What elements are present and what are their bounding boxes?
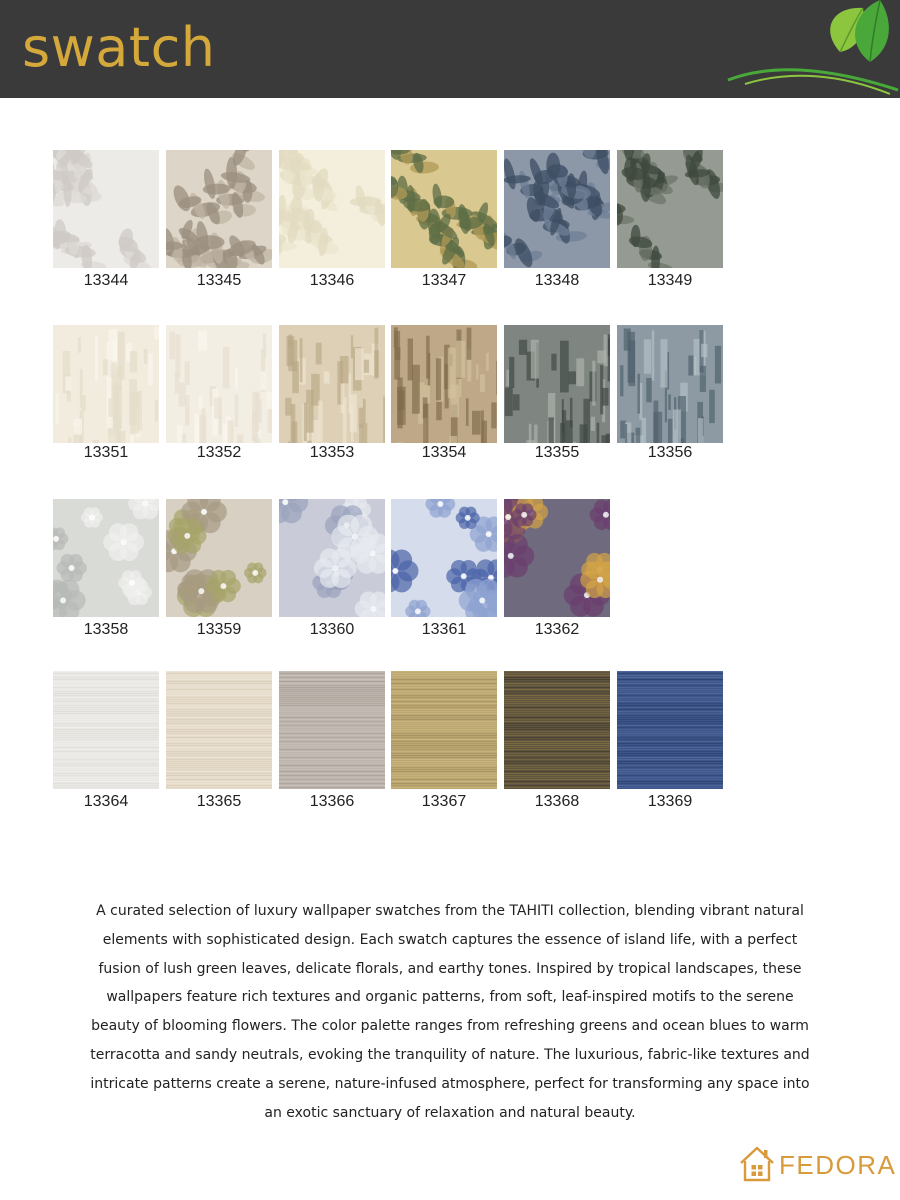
swatch-code-label: 13346 [309,272,355,289]
swatch-tile-13349[interactable] [617,150,723,268]
swatch-code-label: 13360 [309,621,355,638]
swatch-tile-13351[interactable] [53,325,159,443]
swatch-code-label: 13368 [534,793,580,810]
swatch-code-label: 13362 [534,621,580,638]
swatch-code-label: 13345 [196,272,242,289]
swatch-code-label: 13354 [421,444,467,461]
swatch-tile-13348[interactable] [504,150,610,268]
swatch-code-label: 13347 [421,272,467,289]
house-icon [738,1144,776,1184]
swatch-tile-13367[interactable] [391,671,497,789]
swatch-code-label: 13369 [647,793,693,810]
swatch-tile-13360[interactable] [279,499,385,617]
swatch-tile-13344[interactable] [53,150,159,268]
swatch-tile-13356[interactable] [617,325,723,443]
swatch-tile-13364[interactable] [53,671,159,789]
swatch-code-label: 13358 [83,621,129,638]
swatch-code-label: 13349 [647,272,693,289]
swatch-tile-13366[interactable] [279,671,385,789]
collection-description: A curated selection of luxury wallpaper swatches from the TAHITI collection, blending vibrant natural elements with sophisticated design. Each swatch captures the essence of island life, with a perfect fusion of lush green leaves, delicate florals, and earthy tones. Inspired by tropical landscapes, these wallpapers feature rich textures and organic patterns, from soft, leaf-inspired motifs to the serene beauty of blooming flowers. The color palette ranges from refreshing greens and ocean blues to warm terracotta and sandy neutrals, evoking the tranquility of nature. The luxurious, fabric-like textures and intricate patterns create a serene, nature-infused atmosphere, perfect for transforming any space into an exotic sanctuary of relaxation and natural beauty. [90,903,810,1121]
header-bar [0,0,900,98]
swatch-tile-13354[interactable] [391,325,497,443]
swatch-tile-13352[interactable] [166,325,272,443]
swatch-tile-13369[interactable] [617,671,723,789]
page-title: swatch [22,16,216,79]
swatch-tile-13358[interactable] [53,499,159,617]
swatch-code-label: 13365 [196,793,242,810]
swatch-tile-13355[interactable] [504,325,610,443]
swatch-code-label: 13351 [83,444,129,461]
swatch-code-label: 13364 [83,793,129,810]
swatch-tile-13347[interactable] [391,150,497,268]
leaf-logo-icon [720,0,900,98]
swatch-code-label: 13344 [83,272,129,289]
swatch-tile-13353[interactable] [279,325,385,443]
brand-name: FEDORA [779,1150,897,1180]
swatch-code-label: 13361 [421,621,467,638]
swatch-code-label: 13356 [647,444,693,461]
swatch-code-label: 13352 [196,444,242,461]
swatch-tile-13345[interactable] [166,150,272,268]
swatch-tile-13361[interactable] [391,499,497,617]
swatch-tile-13365[interactable] [166,671,272,789]
swatch-tile-13362[interactable] [504,499,610,617]
swatch-code-label: 13359 [196,621,242,638]
swatch-tile-13346[interactable] [279,150,385,268]
swatch-tile-13359[interactable] [166,499,272,617]
swatch-code-label: 13355 [534,444,580,461]
swatch-tile-13368[interactable] [504,671,610,789]
swatch-code-label: 13353 [309,444,355,461]
swatch-code-label: 13367 [421,793,467,810]
swatch-code-label: 13348 [534,272,580,289]
swatch-code-label: 13366 [309,793,355,810]
brand-logo [738,1140,898,1190]
